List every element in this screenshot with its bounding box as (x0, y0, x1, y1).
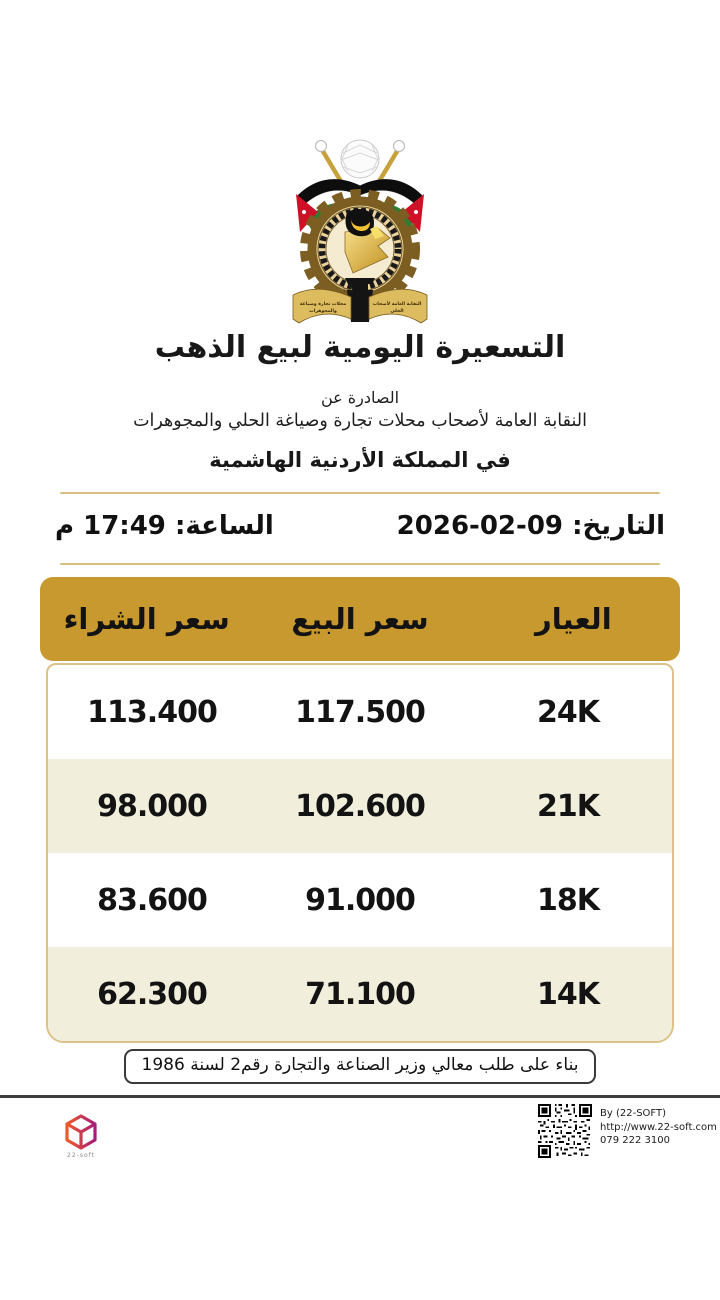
buy-price-cell: 62.300 (97, 976, 207, 1012)
phone-number: 079 222 3100 (600, 1135, 670, 1146)
karat-cell: 21K (537, 788, 599, 824)
ribbon-text-right-2: الحلي (390, 309, 404, 314)
company-cube-label: 22-soft (67, 1152, 95, 1159)
company-cube-logo-icon (58, 1112, 104, 1152)
syndicate-emblem (285, 132, 435, 332)
date-value: 09-02-2026 (396, 511, 564, 541)
buy-price-cell: 113.400 (87, 694, 217, 730)
established-year: 1972 (342, 288, 354, 293)
sell-price-cell: 102.600 (295, 788, 425, 824)
table-row (48, 665, 672, 759)
divider-bottom (60, 563, 660, 565)
time-label: الساعة: (174, 511, 274, 541)
ribbon-text-left-2: والمجوهرات (309, 309, 337, 314)
country-line: في المملكة الأردنية الهاشمية (209, 448, 511, 472)
price-table-header (40, 577, 680, 661)
page-title: التسعيرة اليومية لبيع الذهب (154, 330, 566, 365)
column-header-sell: سعر البيع (291, 602, 429, 636)
divider-top (60, 492, 660, 494)
ribbon-text-right-1: النقابة العامة لأصحاب (372, 302, 422, 307)
website-url: http://www.22-soft.com (600, 1121, 717, 1133)
issued-by-line: الصادرة عن (320, 388, 400, 407)
time-value: 17:49 م (55, 511, 166, 541)
table-row (48, 947, 672, 1041)
legal-note: بناء على طلب معالي وزير الصناعة والتجارة رقم2 لسنة 1986 (124, 1049, 597, 1084)
table-row (48, 759, 672, 853)
footer-divider (0, 1095, 720, 1098)
price-table-body (46, 663, 674, 1043)
sell-price-cell: 91.000 (305, 882, 415, 918)
qr-code-icon (538, 1104, 592, 1158)
buy-price-cell: 98.000 (97, 788, 207, 824)
datetime-row (55, 511, 665, 541)
table-row (48, 853, 672, 947)
column-header-karat: العيار (535, 602, 612, 636)
sell-price-cell: 71.100 (305, 976, 415, 1012)
developer-credit (600, 1107, 717, 1148)
column-header-buy: سعر الشراء (63, 602, 230, 636)
syndicate-name: النقابة العامة لأصحاب محلات تجارة وصياغة الحلي والمجوهرات (133, 411, 587, 431)
buy-price-cell: 83.600 (97, 882, 207, 918)
faceted-ball-icon (341, 140, 379, 178)
sell-price-cell: 117.500 (295, 694, 425, 730)
legal-note-wrapper (0, 1049, 720, 1084)
karat-cell: 24K (537, 694, 599, 730)
karat-cell: 18K (537, 882, 599, 918)
time-field (55, 511, 274, 541)
date-field (397, 511, 665, 541)
karat-cell: 14K (537, 976, 599, 1012)
ribbon-text-left-1: محلات تجارة وصياغة (299, 302, 347, 307)
by-line: By (22-SOFT) (600, 1108, 666, 1119)
date-label: التاريخ: (572, 511, 665, 541)
